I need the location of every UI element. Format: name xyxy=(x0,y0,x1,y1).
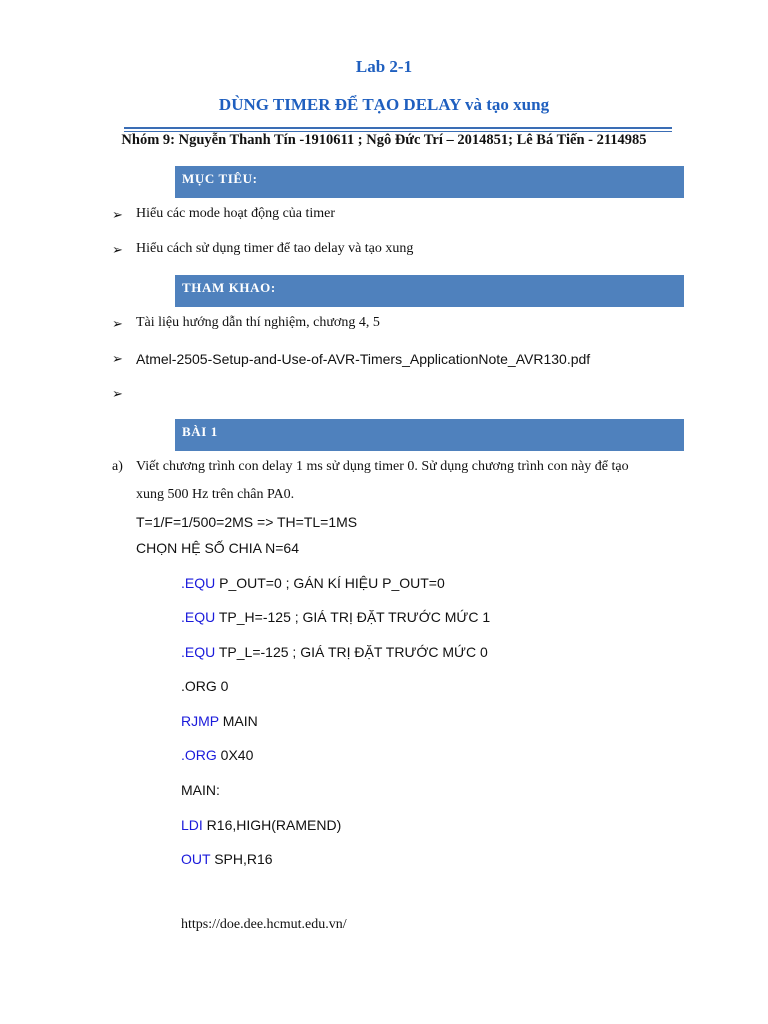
code-keyword: .EQU xyxy=(181,575,216,591)
code-line xyxy=(181,575,445,591)
code-text: 0X40 xyxy=(216,747,254,763)
code-text: TP_H=-125 ; GIÁ TRỊ ĐẶT TRƯỚC MỨC 1 xyxy=(215,609,491,625)
code-text: .ORG 0 xyxy=(181,678,229,694)
code-keyword: OUT xyxy=(181,851,211,867)
calc-line-period: T=1/F=1/500=2MS => TH=TL=1MS xyxy=(136,514,358,530)
code-line xyxy=(181,644,488,660)
code-line xyxy=(181,851,273,867)
code-text: MAIN xyxy=(218,713,258,729)
code-line xyxy=(181,782,220,798)
objective-item: Hiểu các mode hoạt động của timer xyxy=(136,206,336,221)
document-title: DÙNG TIMER ĐỂ TẠO DELAY và tạo xung xyxy=(218,95,550,114)
code-text: MAIN: xyxy=(181,782,220,798)
code-line xyxy=(181,747,253,763)
lab-title: Lab 2-1 xyxy=(355,57,413,76)
section-header-exercise-1: BÀI 1 xyxy=(175,419,684,451)
footer-url-link[interactable]: https://doe.dee.hcmut.edu.vn/ xyxy=(181,917,347,932)
calc-line-prescaler: CHỌN HỆ SỐ CHIA N=64 xyxy=(136,540,299,556)
group-members: Nhóm 9: Nguyễn Thanh Tín -1910611 ; Ngô Đức Trí – 2014851; Lê Bá Tiến - 2114985 xyxy=(121,132,647,148)
code-line xyxy=(181,713,258,729)
code-keyword: .EQU xyxy=(181,609,216,625)
arrowhead-bullet-icon: ➢ xyxy=(112,316,123,331)
arrowhead-bullet-icon: ➢ xyxy=(112,351,123,366)
arrowhead-bullet-icon: ➢ xyxy=(112,386,123,401)
arrowhead-bullet-icon: ➢ xyxy=(112,207,123,222)
code-line xyxy=(181,817,341,833)
section-header-objectives: MỤC TIÊU: xyxy=(175,166,684,198)
reference-item: Atmel-2505-Setup-and-Use-of-AVR-Timers_ApplicationNote_AVR130.pdf xyxy=(136,351,591,367)
code-text: SPH,R16 xyxy=(210,851,273,867)
code-line xyxy=(181,678,228,694)
task-description-line-2: xung 500 Hz trên chân PA0. xyxy=(136,487,295,502)
code-keyword: RJMP xyxy=(181,713,219,729)
reference-item: Tài liệu hướng dẫn thí nghiệm, chương 4, 5 xyxy=(136,315,380,330)
task-description-line-1: Viết chương trình con delay 1 ms sử dụng timer 0. Sử dụng chương trình con này để tạo xyxy=(136,459,629,474)
code-text: P_OUT=0 ; GÁN KÍ HIỆU P_OUT=0 xyxy=(215,575,445,591)
task-marker: a) xyxy=(112,459,123,474)
code-keyword: LDI xyxy=(181,817,203,833)
section-header-references: THAM KHAO: xyxy=(175,275,684,307)
code-keyword: .ORG xyxy=(181,747,217,763)
objective-item: Hiểu cách sử dụng timer để tao delay và tạo xung xyxy=(136,241,414,256)
arrowhead-bullet-icon: ➢ xyxy=(112,242,123,257)
code-keyword: .EQU xyxy=(181,644,216,660)
code-text: TP_L=-125 ; GIÁ TRỊ ĐẶT TRƯỚC MỨC 0 xyxy=(215,644,488,660)
title-divider xyxy=(124,127,672,129)
code-text: R16,HIGH(RAMEND) xyxy=(202,817,342,833)
code-line xyxy=(181,609,490,625)
